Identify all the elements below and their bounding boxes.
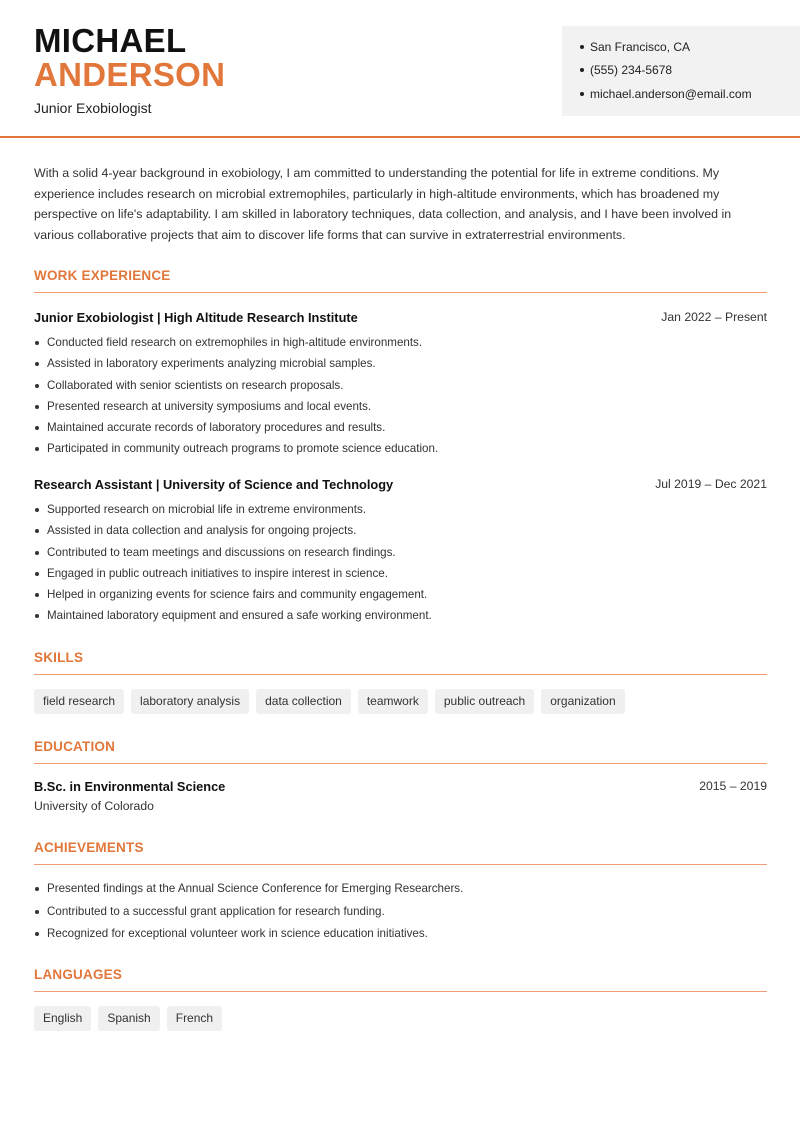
achievements-list: [34, 878, 767, 946]
contact-phone: [580, 63, 672, 77]
bullet-icon: [580, 92, 584, 96]
language-tag: Spanish: [98, 1006, 159, 1031]
skill-tag: public outreach: [435, 689, 534, 714]
bullet-icon: [580, 45, 584, 49]
contact-email: [580, 87, 752, 101]
list-item: Contributed to a successful grant application for research funding.: [34, 901, 767, 924]
skills-tags: [34, 689, 625, 714]
list-item: Conducted field research on extremophiles in high-altitude environments.: [34, 332, 767, 353]
list-item: Presented findings at the Annual Science Conference for Emerging Researchers.: [34, 878, 767, 901]
profile-summary: With a solid 4-year background in exobiology, I am committed to understanding the potential for life in extreme conditions. My experience includes research on microbial extremophiles, particularly in high-altitude environments, which has broadened my perspective on life's adaptability. I am skilled in laboratory techniques, data collection, and analysis, and I have been involved in various collaborative projects that aim to discover life forms that can survive in extraterrestrial environments.: [34, 166, 732, 242]
list-item: Contributed to team meetings and discussions on research findings.: [34, 542, 767, 563]
list-item: Maintained accurate records of laboratory procedures and results.: [34, 417, 767, 438]
list-item: Assisted in laboratory experiments analyzing microbial samples.: [34, 353, 767, 374]
list-item: Presented research at university symposiums and local events.: [34, 396, 767, 417]
languages-tags: [34, 1006, 222, 1031]
skill-tag: laboratory analysis: [131, 689, 249, 714]
skill-tag: data collection: [256, 689, 351, 714]
skill-tag: field research: [34, 689, 124, 714]
section-heading-languages: LANGUAGES: [34, 967, 767, 992]
section-heading-skills: SKILLS: [34, 650, 767, 675]
list-item: Engaged in public outreach initiatives to inspire interest in science.: [34, 563, 767, 584]
skill-tag: teamwork: [358, 689, 428, 714]
job-role: Research Assistant | University of Science and Technology: [34, 477, 394, 492]
job-dates: Jan 2022 – Present: [661, 310, 767, 324]
contact-location: [580, 40, 690, 54]
list-item: Collaborated with senior scientists on research proposals.: [34, 375, 767, 396]
skill-tag: organization: [541, 689, 624, 714]
job-bullets: [34, 332, 767, 460]
contact-phone-text: (555) 234-5678: [590, 63, 673, 77]
list-item: Recognized for exceptional volunteer work in science education initiatives.: [34, 923, 767, 946]
list-item: Helped in organizing events for science fairs and community engagement.: [34, 584, 767, 605]
job-title: Junior Exobiologist: [34, 100, 152, 116]
list-item: Maintained laboratory equipment and ensured a safe working environment.: [34, 605, 767, 626]
language-tag: English: [34, 1006, 91, 1031]
bullet-icon: [580, 68, 584, 72]
list-item: Supported research on microbial life in extreme environments.: [34, 499, 767, 520]
section-heading-work: WORK EXPERIENCE: [34, 268, 767, 293]
job-bullets: [34, 499, 767, 627]
education-dates: 2015 – 2019: [699, 779, 767, 793]
language-tag: French: [167, 1006, 222, 1031]
job-dates: Jul 2019 – Dec 2021: [655, 477, 767, 491]
list-item: Participated in community outreach programs to promote science education.: [34, 438, 767, 459]
section-heading-education: EDUCATION: [34, 739, 767, 764]
contact-location-text: San Francisco, CA: [590, 40, 691, 54]
contact-box: [562, 26, 800, 116]
last-name: ANDERSON: [34, 56, 226, 93]
list-item: Assisted in data collection and analysis for ongoing projects.: [34, 520, 767, 541]
job-header: [34, 310, 767, 328]
education-degree: B.Sc. in Environmental Science: [34, 779, 226, 794]
contact-email-text: michael.anderson@email.com: [590, 87, 752, 101]
job-role: Junior Exobiologist | High Altitude Research Institute: [34, 310, 358, 325]
job-header: [34, 477, 767, 495]
first-name: MICHAEL: [34, 22, 187, 59]
education-school: University of Colorado: [34, 799, 154, 813]
section-heading-achievements: ACHIEVEMENTS: [34, 840, 767, 865]
resume-header: [0, 0, 800, 138]
